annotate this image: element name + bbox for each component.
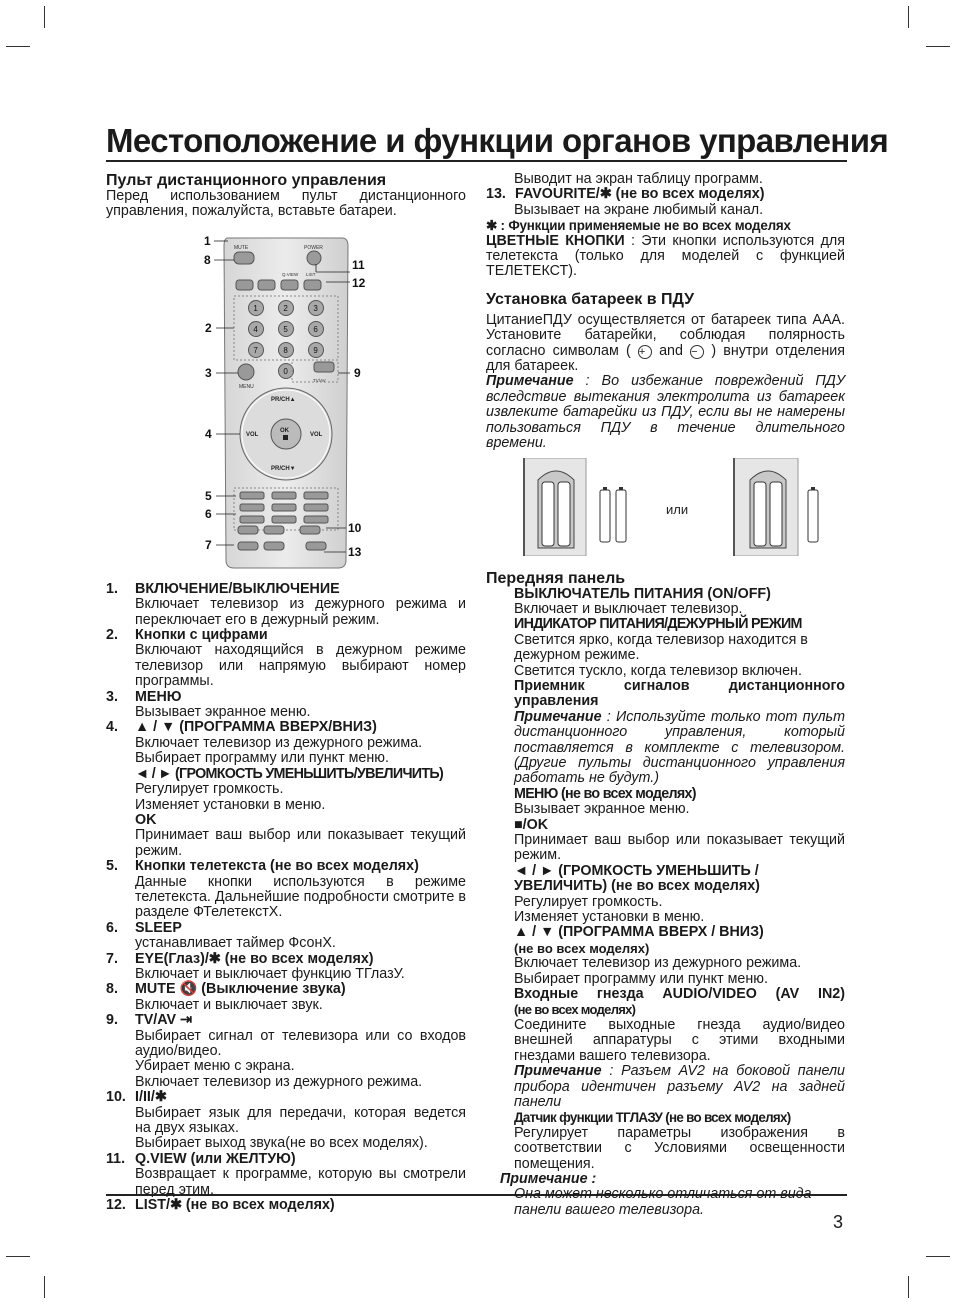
battery-cell-right — [808, 487, 818, 542]
sleep-button — [300, 526, 320, 534]
callout-7: 7 — [205, 537, 212, 552]
function-button — [238, 526, 258, 534]
digit-label: 5 — [283, 324, 288, 334]
item-number: 1. — [106, 580, 118, 597]
list-item — [106, 1152, 466, 1198]
list-item — [106, 859, 466, 921]
left-column — [106, 172, 466, 1213]
program-sub: (не во всех моделях) — [514, 940, 650, 956]
final-note-text: Она может несколько отличаться от вида панели вашего телевизора. — [514, 1186, 812, 1218]
callout-9: 9 — [354, 365, 361, 380]
digit-label: 0 — [283, 366, 288, 376]
item-text: Вызывает на экране любимый канал. — [514, 201, 764, 218]
item-text: Регулирует громкость. — [135, 781, 284, 798]
ok-label: OK — [280, 427, 289, 434]
receiver-title: Приемник сигналов дистанционного управления — [514, 677, 845, 710]
callout-11: 11 — [352, 257, 365, 272]
crop-mark — [926, 1256, 950, 1257]
item-text: Включают находящийся в дежурном режиме телевизор или напрямую выбирают номер программы. — [135, 642, 466, 690]
digit-label: 6 — [313, 324, 318, 334]
item-text: Включает телевизор из дежурного режима. — [135, 1073, 423, 1090]
callout-13: 13 — [348, 544, 362, 559]
color-buttons-paragraph — [486, 234, 845, 280]
battery-illustration — [486, 458, 845, 548]
star-note: ✱ : Функции применяемые не во всех моделях — [486, 218, 791, 234]
item-content — [135, 1152, 466, 1198]
teletext-button — [240, 492, 264, 499]
digit-label: 4 — [253, 324, 258, 334]
right-column — [486, 172, 845, 1218]
indicator-text-1: Светится ярко, когда телевизор находится в дежурном режиме. — [514, 631, 808, 664]
minus-icon: − — [690, 345, 704, 359]
final-note-label: Примечание : — [500, 1170, 597, 1187]
function-list — [106, 582, 466, 1214]
digit-label: 1 — [253, 303, 258, 313]
crop-mark — [908, 6, 909, 28]
item-title: Кнопки телетекста (не во всех моделях) — [135, 858, 419, 875]
item-title: МЕНЮ — [135, 688, 182, 705]
remote-illustration — [106, 234, 466, 570]
item-title: EYE(Глаз)/✱ (не во всех моделях) — [135, 950, 374, 967]
item-content — [135, 582, 466, 628]
teletext-button — [240, 516, 264, 523]
callout-2: 2 — [205, 320, 212, 335]
menu-text: Вызывает экранное меню. — [514, 801, 690, 818]
crop-mark — [908, 1276, 909, 1298]
list-item — [106, 1090, 466, 1152]
power-switch-text: Включает и выключает телевизор. — [514, 600, 743, 617]
av-sub: (не во всех моделях) — [514, 1002, 636, 1018]
battery-compartment-right — [734, 458, 798, 556]
teletext-button — [240, 504, 264, 511]
list-item — [106, 690, 466, 721]
note-label: Примечание — [514, 1063, 602, 1080]
note-label: Примечание — [514, 708, 602, 725]
color-button — [258, 280, 275, 290]
av-text: Соедините выходные гнезда аудио/видео внешней аппаратуры с этими входными гнездами вашего телевизора. — [514, 1016, 845, 1064]
teletext-button — [272, 504, 296, 511]
color-buttons-text: : Эти кнопки используются для телетекста (только для моделей с функцией ТЕЛЕТЕКСТ). — [486, 232, 845, 280]
ok-button — [271, 419, 301, 449]
power-label: POWER — [304, 244, 323, 251]
item-title: FAVOURITE/✱ (не во всех моделях) — [515, 186, 765, 203]
list-item — [106, 921, 466, 952]
teletext-button — [304, 504, 328, 511]
item-number: 7. — [106, 950, 118, 967]
item-number: 2. — [106, 627, 118, 644]
item-text: Выбирает выход звука(не во всех моделях). — [135, 1135, 428, 1152]
callout-12: 12 — [352, 275, 366, 290]
item-content — [135, 720, 466, 859]
battery-heading: Установка батареек в ПДУ — [486, 290, 695, 308]
list-item — [106, 982, 466, 1013]
or-label: или — [666, 501, 689, 517]
note-text: : Используйте только тот пульт дистанционного управления, который поставляется в комплекте с телевизором. (Другие пульты дистанционного управления работать не будут.) — [514, 708, 845, 787]
callout-5: 5 — [205, 488, 212, 503]
item12-continued: Выводит на экран таблицу программ. — [514, 171, 763, 187]
item-number: 8. — [106, 981, 118, 998]
list-item — [106, 1198, 466, 1213]
item-text: Включает и выключает звук. — [135, 996, 323, 1013]
plus-icon: + — [638, 345, 652, 359]
list-item — [486, 187, 845, 202]
receiver-note — [514, 710, 845, 787]
list-item — [106, 1013, 466, 1090]
callout-4: 4 — [205, 426, 212, 441]
item-title: MUTE 🔇 (Выключение звука) — [135, 981, 346, 998]
item-text: Выбирает сигнал от телевизора или со входов аудио/видео. — [135, 1027, 466, 1059]
qview-label: Q.VIEW — [282, 271, 299, 277]
item-text: Возвращает к программе, которую вы смотрели перед этим. — [135, 1166, 466, 1198]
item-number: 12. — [106, 1197, 126, 1214]
power-button — [307, 251, 321, 265]
program-text-1: Включает телевизор из дежурного режима. — [514, 955, 802, 972]
front-panel-heading: Передняя панель — [486, 569, 626, 587]
mute-button — [234, 252, 254, 264]
note-text: : Во избежание повреждений ПДУ вследствие вытекания электролита из батареек извлеките батарейки из ПДУ, если вы не намерены пользоваться ПДУ в течение длительного времени. — [486, 373, 845, 452]
item-title: SLEEP — [135, 919, 182, 936]
item-text: Выбирает программу или пункт меню. — [135, 750, 389, 767]
battery-text-a: ЦитаниеПДУ осуществляется от батареек типа ААА. Установите батарейки, соблюдая полярность согласно символам ( — [486, 311, 845, 359]
favourite-button — [306, 542, 326, 550]
teletext-button — [304, 516, 328, 523]
front-panel-list — [486, 587, 845, 1172]
callout-8: 8 — [204, 252, 211, 267]
list-item — [106, 582, 466, 628]
item-title: TV/AV ⇥ — [135, 1012, 192, 1029]
program-title: ▲ / ▼ (ПРОГРАММА ВВЕРХ / ВНИЗ) — [514, 924, 764, 941]
callout-6: 6 — [205, 506, 212, 521]
digit-label: 9 — [313, 345, 318, 355]
list-item — [106, 628, 466, 690]
eye-sensor-text: Регулирует параметры изображения в соответствии с Условиями освещенности помещения. — [514, 1124, 845, 1172]
ok-text: Принимает ваш выбор или показывает текущий режим. — [514, 832, 845, 864]
remote-intro: Перед использованием пульт дистанционного управления, пожалуйста, вставьте батареи. — [106, 188, 466, 220]
item-text: Включает телевизор из дежурного режима и переключает его в дежурный режим. — [135, 596, 466, 628]
item-title: I/II/✱ — [135, 1089, 167, 1106]
item-text: Принимает ваш выбор или показывает текущий режим. — [135, 827, 466, 859]
digit-label: 7 — [253, 345, 258, 355]
list-item — [106, 720, 466, 859]
note-text: : Разъем AV2 на боковой панели прибора идентичен разъему AV2 на задней панели — [514, 1063, 845, 1110]
volume-text-2: Изменяет установки в меню. — [514, 909, 705, 926]
list-button — [304, 280, 321, 290]
title-rule — [106, 160, 847, 162]
item-number: 10. — [106, 1089, 126, 1106]
item-content — [135, 921, 466, 952]
list-label: LIST — [306, 271, 316, 277]
color-button — [236, 280, 253, 290]
function-button — [264, 542, 284, 550]
item-text: устанавливает таймер ФсонХ. — [135, 935, 336, 952]
teletext-button — [272, 492, 296, 499]
item-title: Кнопки с цифрами — [135, 627, 268, 644]
battery-compartment-left — [524, 458, 586, 556]
vol-right-label: VOL — [310, 431, 323, 438]
remote-control-diagram — [106, 234, 466, 570]
item-content — [135, 1198, 466, 1213]
battery-and: and — [651, 342, 691, 359]
eye-sensor-title: Датчик функции ТГЛАЗУ (не во всех моделях) — [514, 1110, 791, 1126]
power-switch-title: ВЫКЛЮЧАТЕЛЬ ПИТАНИЯ (ON/OFF) — [514, 585, 771, 602]
note-label: Примечание — [486, 373, 574, 390]
ok-square — [283, 435, 288, 440]
volume-text-1: Регулирует громкость. — [514, 893, 663, 910]
list-item — [106, 952, 466, 983]
callout-10: 10 — [348, 520, 362, 535]
battery-cells-left — [600, 487, 626, 542]
item-content — [135, 628, 466, 690]
item-content — [135, 690, 466, 721]
item-number: 5. — [106, 858, 118, 875]
program-text-2: Выбирает программу или пункт меню. — [514, 970, 768, 987]
item-subtitle: ◄ / ► (ГРОМКОСТЬ УМЕНЬШИТЬ/УВЕЛИЧИТЬ) — [135, 765, 444, 782]
item-content — [135, 1090, 466, 1152]
crop-mark — [6, 46, 30, 47]
page-title: Местоположение и функции органов управления — [106, 122, 889, 159]
ok-title: ■/OK — [514, 816, 549, 833]
battery-diagram — [486, 458, 845, 556]
menu-label: MENU — [239, 383, 254, 390]
indicator-title: ИНДИКАТОР ПИТАНИЯ/ДЕЖУРНЫЙ РЕЖИМ — [514, 616, 802, 633]
teletext-button — [304, 492, 328, 499]
item-text: Данные кнопки используются в режиме телетекста. Дальнейшие подробности смотрите в разделе ФТелетекстХ. — [135, 873, 466, 921]
digit-label: 8 — [283, 345, 288, 355]
item-text: Включает и выключает функцию ТГлазУ. — [135, 965, 405, 982]
item-number: 9. — [106, 1012, 118, 1029]
crop-mark — [44, 6, 45, 28]
item-number: 13. — [486, 186, 506, 203]
teletext-buttons — [240, 492, 328, 523]
item-text: Вызывает экранное меню. — [135, 704, 311, 721]
function-button — [238, 542, 258, 550]
item-content — [135, 1013, 466, 1090]
battery-text — [486, 313, 845, 375]
crop-mark — [6, 1256, 30, 1257]
page-number: 3 — [833, 1212, 844, 1232]
callout-1: 1 — [204, 233, 211, 248]
item-text: Изменяет установки в меню. — [135, 796, 326, 813]
prch-up-label: PR/CH▲ — [271, 396, 296, 403]
battery-note — [486, 374, 845, 451]
tvav-label: TV/AV — [313, 377, 326, 383]
tvav-button — [314, 362, 334, 372]
item-number: 6. — [106, 919, 118, 936]
item-title: LIST/✱ (не во всех моделях) — [135, 1197, 335, 1214]
volume-title: ◄ / ► (ГРОМКОСТЬ УМЕНЬШИТЬ / УВЕЛИЧИТЬ) (не во всех моделях) — [514, 862, 760, 895]
av-note — [514, 1064, 845, 1110]
qview-button — [281, 280, 298, 290]
item-number: 3. — [106, 688, 118, 705]
teletext-button — [272, 516, 296, 523]
menu-title: МЕНЮ (не во всех моделях) — [514, 785, 696, 802]
item-title: Q.VIEW (или ЖЕЛТУЮ) — [135, 1150, 296, 1167]
digit-label: 3 — [313, 303, 318, 313]
item-number: 11. — [106, 1150, 126, 1167]
menu-button — [238, 364, 254, 380]
digit-label: 2 — [283, 303, 288, 313]
crop-mark — [44, 1276, 45, 1298]
av-title: Входные гнезда AUDIO/VIDEO (AV IN2) — [514, 986, 845, 1003]
vol-left-label: VOL — [246, 431, 259, 438]
battery-text-b: ) внутри отделения для батареек. — [486, 342, 845, 375]
item-content — [135, 952, 466, 983]
item-content — [135, 859, 466, 921]
crop-mark — [926, 46, 950, 47]
color-buttons-title: ЦВЕТНЫЕ КНОПКИ — [486, 232, 625, 249]
item-text: Выбирает язык для передачи, которая ведется на двух языках. — [135, 1104, 466, 1137]
prch-down-label: PR/CH▼ — [271, 465, 296, 472]
function-button — [264, 526, 284, 534]
callout-3: 3 — [205, 365, 212, 380]
item-title: ▲ / ▼ (ПРОГРАММА ВВЕРХ/ВНИЗ) — [135, 719, 377, 736]
item-subtitle: OK — [135, 811, 157, 828]
remote-heading: Пульт дистанционного управления — [106, 172, 387, 189]
item-text: Включает телевизор из дежурного режима. — [135, 734, 423, 751]
item-text: Убирает меню с экрана. — [135, 1058, 295, 1075]
item-content — [135, 982, 466, 1013]
item-number: 4. — [106, 719, 118, 736]
mute-label: MUTE — [234, 244, 249, 251]
item-title: ВКЛЮЧЕНИЕ/ВЫКЛЮЧЕНИЕ — [135, 580, 340, 597]
indicator-text-2: Светится тускло, когда телевизор включен. — [514, 662, 802, 679]
